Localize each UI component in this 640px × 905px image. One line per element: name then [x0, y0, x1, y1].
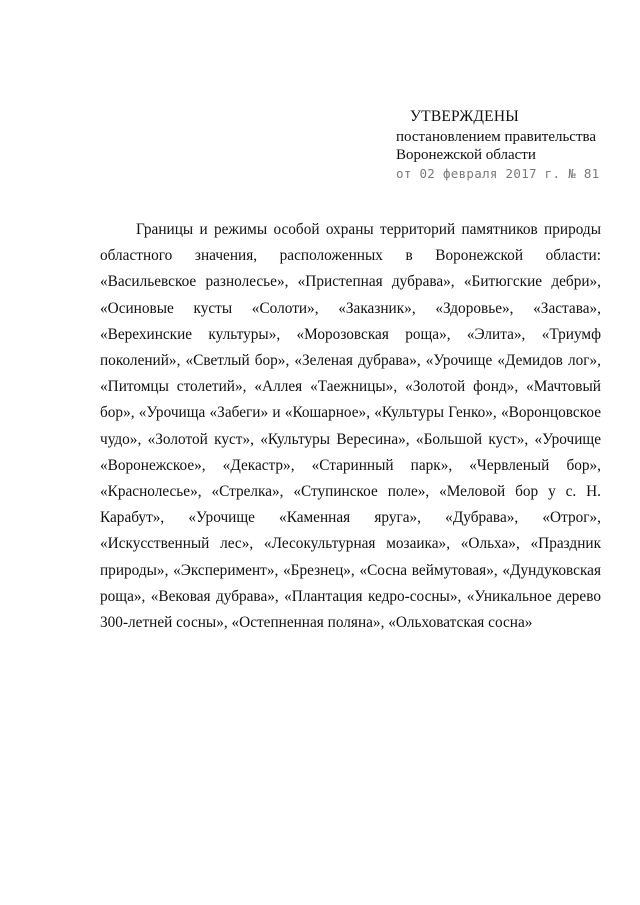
- approval-date-number-stamp: от 02 февраля 2017 г. № 81: [396, 166, 600, 181]
- approval-block: [396, 108, 626, 183]
- approval-title: УТВЕРЖДЕНЫ: [410, 108, 519, 125]
- main-paragraph: Границы и режимы особой охраны территорий памятников природы областного значения, расположенных в Воронежской области: «Васильевское разнолесье», «Пристепная дубрава», «Битюгские дебри», «Осиновые кусты «Солоти», «Заказник», «Здоровье», «Застава», «Верехинские культуры», «Морозовская роща», «Элита», «Триумф поколений», «Светлый бор», «Зеленая дубрава», «Урочище «Демидов лог», «Питомцы столетий», «Аллея «Таежницы», «Золотой фонд», «Мачтовый бор», «Урочища «Забеги» и «Кошарное», «Культуры Генко», «Воронцовское чудо», «Золотой куст», «Культуры Вересина», «Большой куст», «Урочище «Воронежское», «Декастр», «Старинный парк», «Червленый бор», «Краснолесье», «Стрелка», «Ступинское поле», «Меловой бор у с. Н. Карабут», «Урочище «Каменная яруга», «Дубрава», «Отрог», «Искусственный лес», «Лесокультурная мозаика», «Ольха», «Праздник природы», «Эксперимент», «Брезнец», «Сосна веймутовая», «Дундуковская роща», «Вековая дубрава», «Плантация кедро-сосны», «Уникальное дерево 300-летней сосны», «Остепненная поляна», «Ольховатская сосна»: [100, 221, 601, 632]
- approval-authority-line: Воронежской области: [396, 147, 536, 163]
- approval-decree-line: постановлением правительства: [396, 129, 597, 145]
